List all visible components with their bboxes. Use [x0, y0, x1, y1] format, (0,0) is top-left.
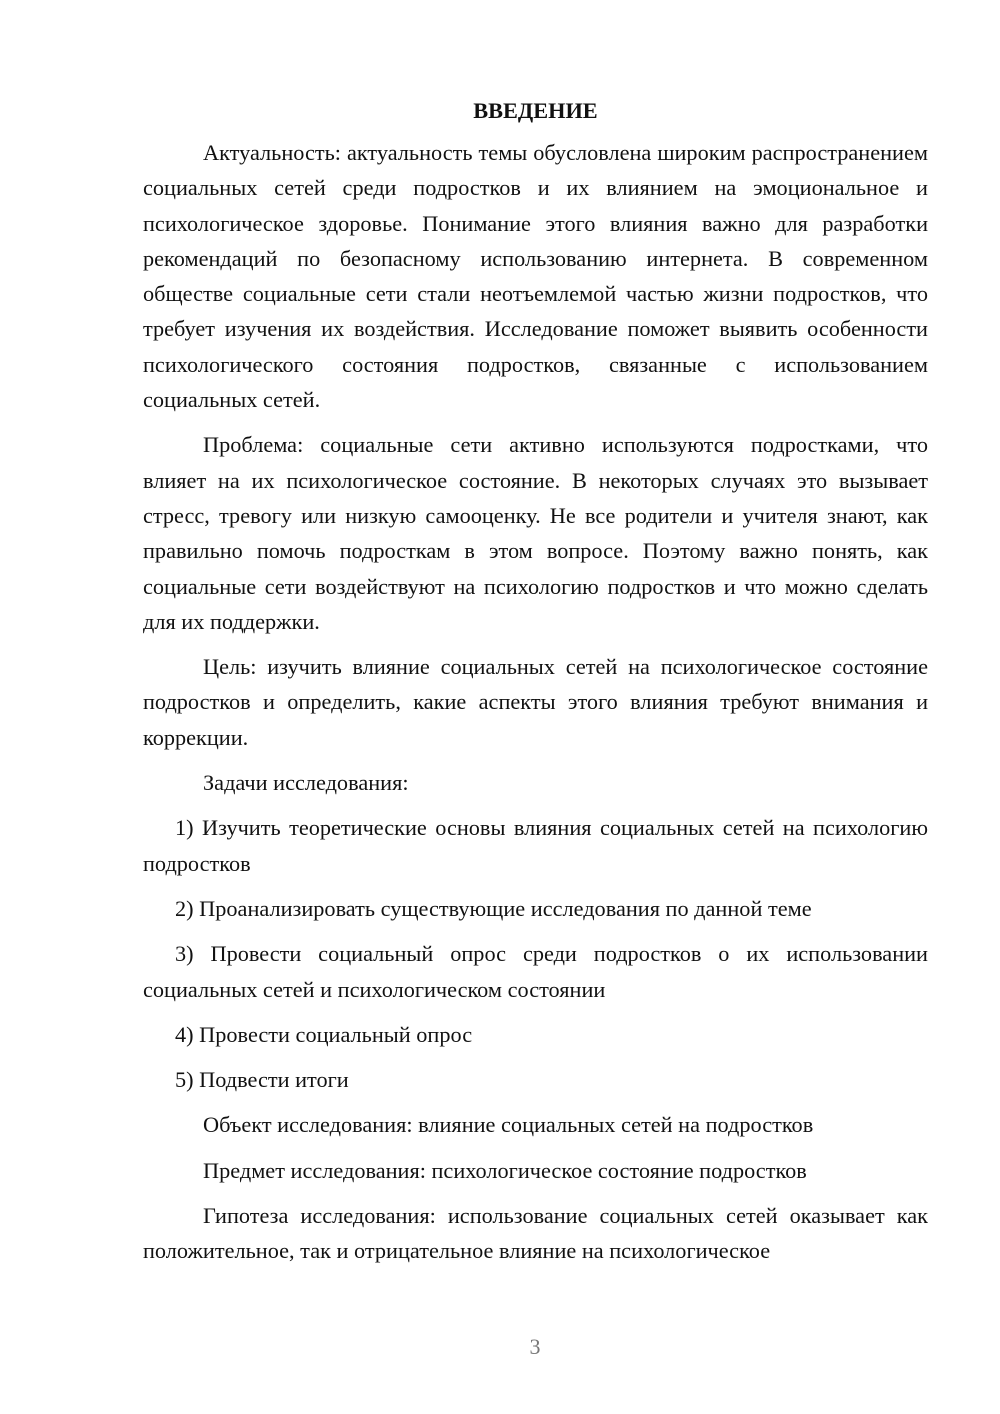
page-title: ВВЕДЕНИЕ	[473, 98, 598, 123]
task-item-1: 1) Изучить теоретические основы влияния социальных сетей на психологию подростков	[143, 815, 928, 876]
relevance-paragraph: Актуальность: актуальность темы обусловлена широким распространением социальных сетей среди подростков и их влиянием на эмоциональное и психологическое здоровье. Понимание этого влияния важно для разработки рекомендаций по безопасному использованию интернета. В современном обществе социальные сети стали неотъемлемой частью жизни подростков, что требует изучения их воздействия. Исследование поможет выявить особенности психологического состояния подростков, связанные с использованием социальных сетей.	[143, 140, 928, 413]
page-number: 3	[529, 1334, 541, 1359]
hypothesis-paragraph: Гипотеза исследования: использование социальных сетей оказывает как положительное, так и отрицательное влияние на психологическое	[143, 1203, 928, 1264]
task-item-4: 4) Провести социальный опрос	[175, 1021, 473, 1047]
task-item-2: 2) Проанализировать существующие исследования по данной теме	[175, 895, 812, 921]
goal-paragraph: Цель: изучить влияние социальных сетей на психологическое состояние подростков и определить, какие аспекты этого влияния требуют внимания и коррекции.	[143, 654, 928, 750]
document-body	[143, 92, 928, 1279]
task-item-3: 3) Провести социальный опрос среди подростков о их использовании социальных сетей и психологическом состоянии	[143, 941, 928, 1002]
research-subject: Предмет исследования: психологическое состояние подростков	[203, 1157, 807, 1183]
task-item-5: 5) Подвести итоги	[175, 1067, 349, 1093]
research-object: Объект исследования: влияние социальных сетей на подростков	[203, 1112, 814, 1138]
problem-paragraph: Проблема: социальные сети активно используются подростками, что влияет на их психологическое состояние. В некоторых случаях это вызывает стресс, тревогу или низкую самооценку. Не все родители и учителя знают, как правильно помочь подросткам в этом вопросе. Поэтому важно понять, как социальные сети воздействуют на психологию подростков и что можно сделать для их поддержки.	[143, 432, 928, 634]
tasks-heading: Задачи исследования:	[203, 770, 409, 796]
